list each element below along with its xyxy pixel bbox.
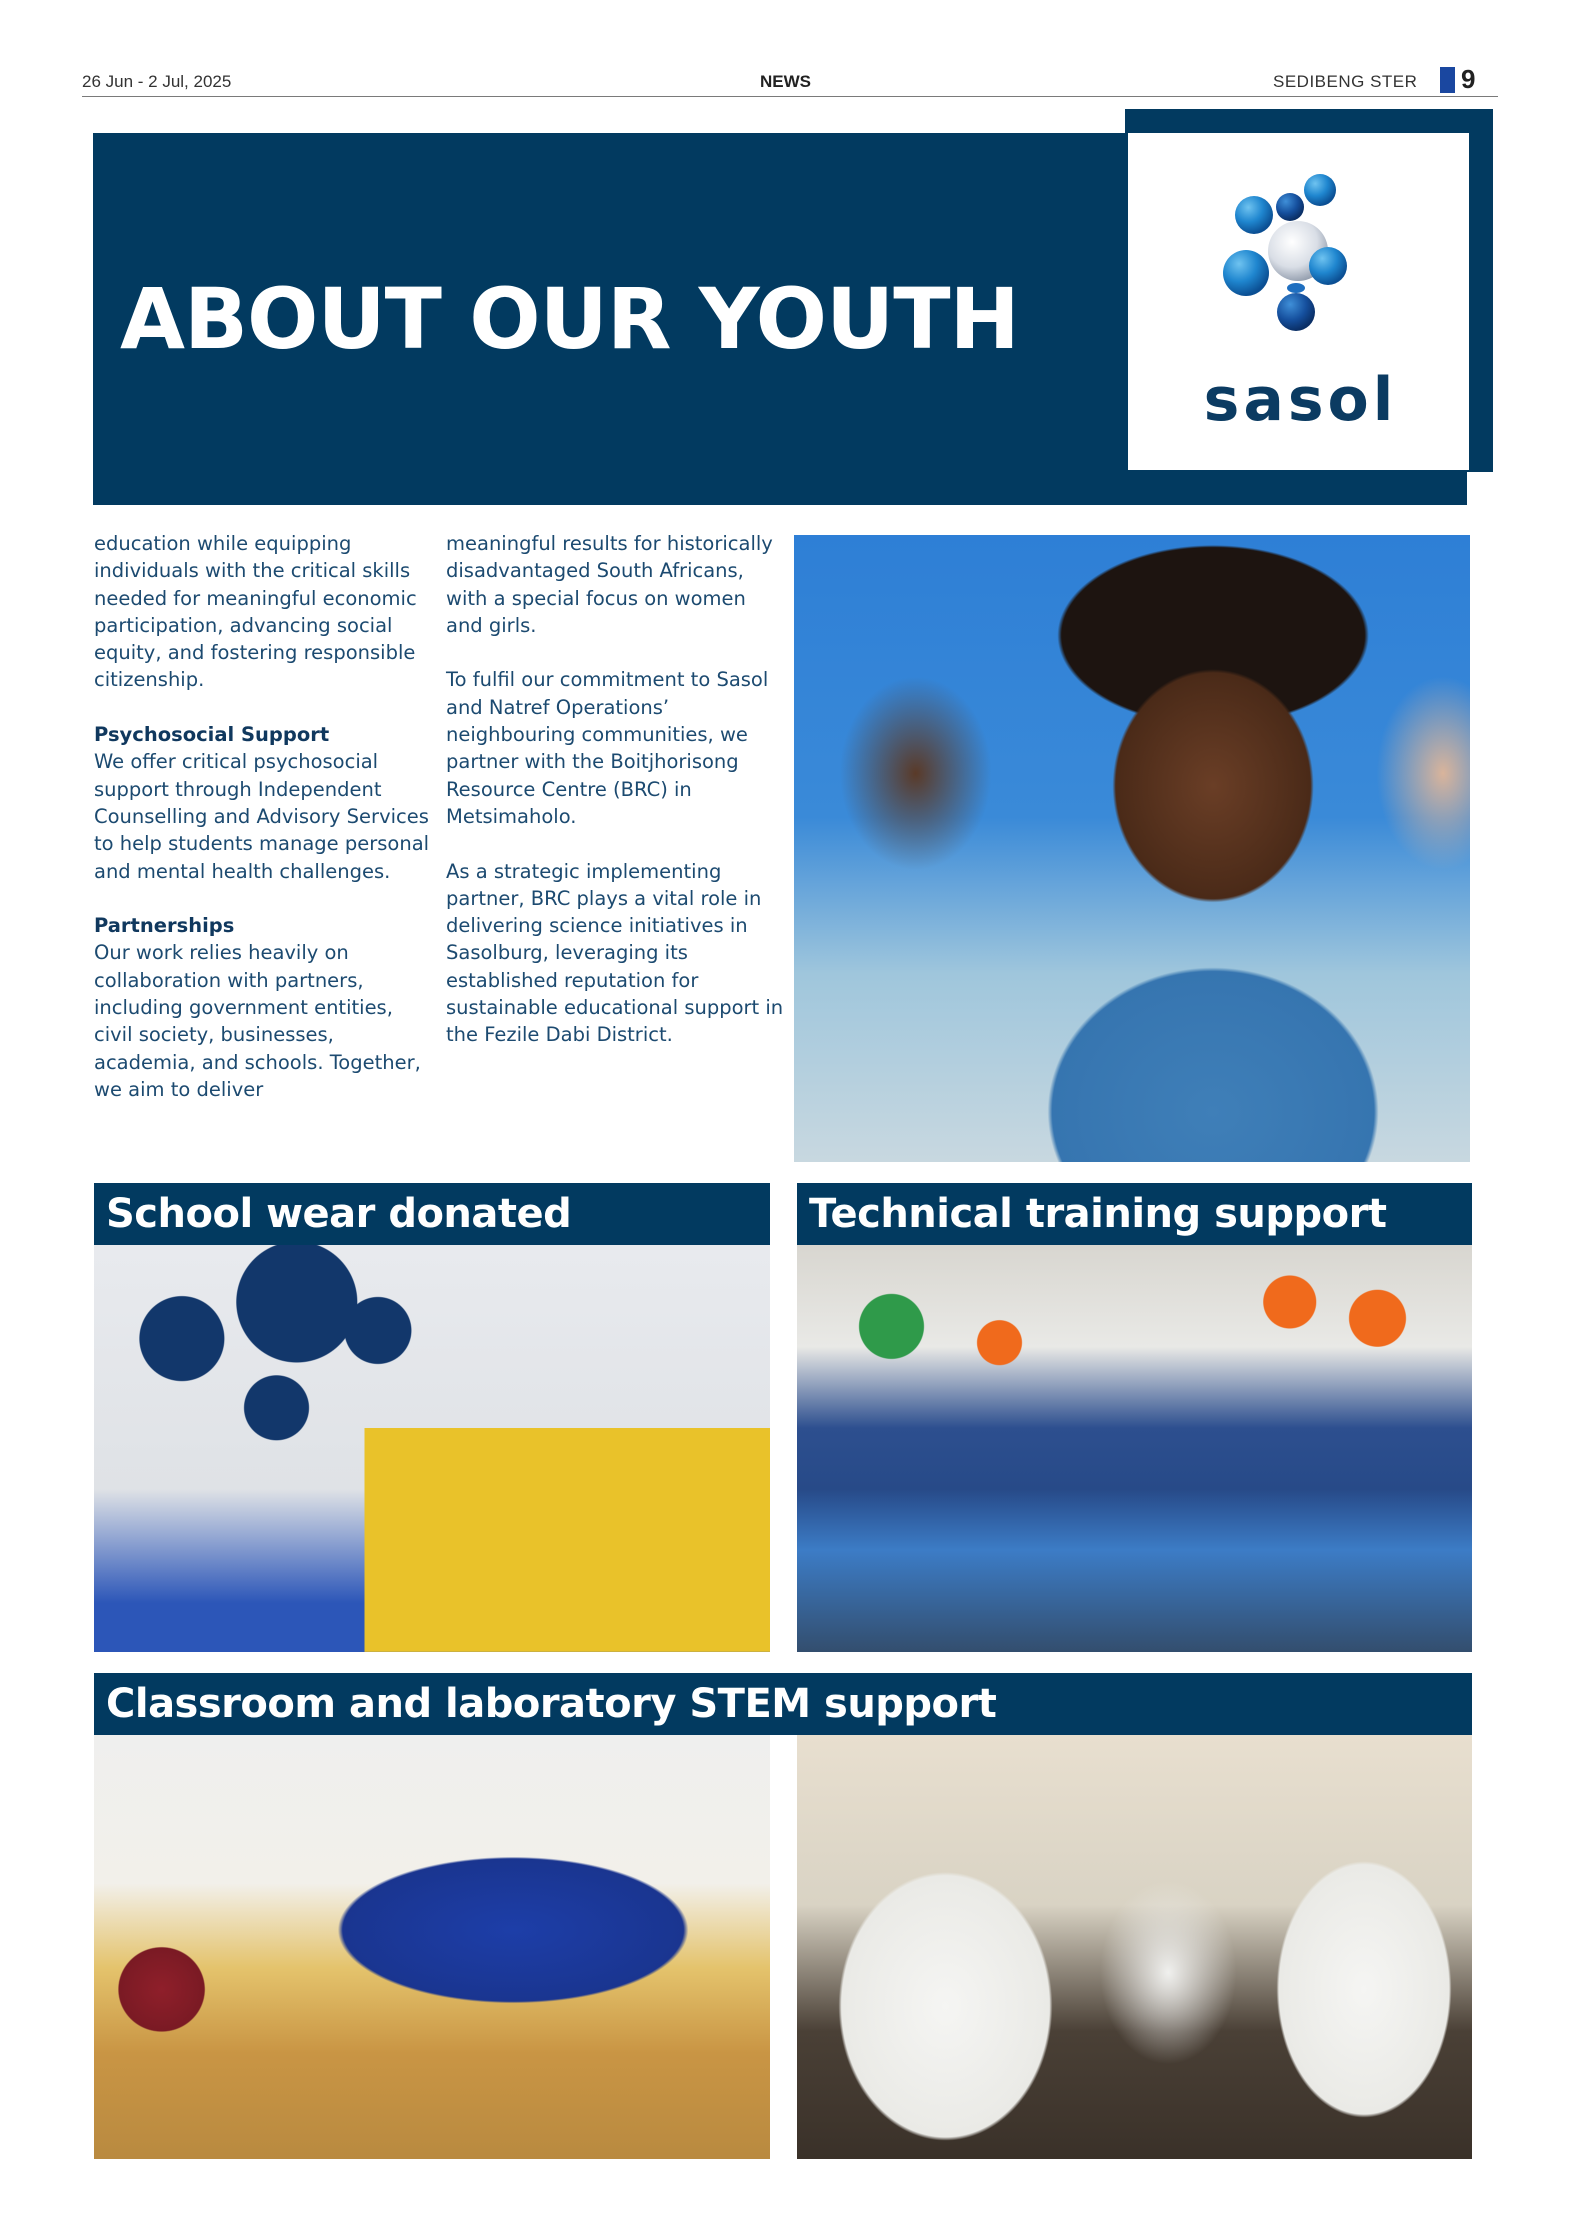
photo-school-shoes xyxy=(94,1245,770,1652)
page-number: 9 xyxy=(1461,64,1476,94)
article-column-1 xyxy=(94,530,434,1131)
publication-name: SEDIBENG STER xyxy=(1273,72,1418,91)
header-divider xyxy=(82,96,1498,97)
section-title: Classroom and laboratory STEM support xyxy=(106,1681,997,1727)
issue-date: 26 Jun - 2 Jul, 2025 xyxy=(82,72,232,91)
brc-paragraph: As a strategic implementing partner, BRC plays a vital role in delivering science initiatives in Sasolburg, leveraging its established reputation for sustainable educational support in the Fezile Dabi District. xyxy=(446,859,784,1047)
intro-paragraph: education while equipping individuals with the critical skills needed for meaningful economic participation, advancing social equity, and fostering responsible citizenship. xyxy=(94,532,417,692)
page-title: ABOUT OUR YOUTH xyxy=(120,270,1019,368)
partnerships-paragraph: Our work relies heavily on collaboration with partners, including government entities, civil society, businesses, academia, and schools. Together, we aim to deliver xyxy=(94,941,421,1101)
results-paragraph: meaningful results for historically disadvantaged South Africans, with a special focus on women and girls. xyxy=(446,532,773,637)
photo-technical-training xyxy=(797,1245,1472,1652)
sasol-wordmark: sasol xyxy=(1203,365,1398,435)
photo-caption xyxy=(807,1630,1115,1644)
section-title: Technical training support xyxy=(809,1191,1387,1237)
section-title: School wear donated xyxy=(106,1191,572,1237)
section-header-stem-support xyxy=(94,1673,1472,1735)
photo-caption xyxy=(104,2137,390,2151)
photo-laboratory xyxy=(797,1735,1472,2159)
heading-partnerships: Partnerships xyxy=(94,914,235,938)
hero-photo-smiling-girl xyxy=(794,535,1470,1162)
article-column-2 xyxy=(446,530,786,1076)
photo-caption xyxy=(804,1140,1100,1154)
photo-caption xyxy=(104,1630,454,1644)
section-label: NEWS xyxy=(760,72,811,91)
photo-caption xyxy=(807,2137,1127,2151)
commitment-paragraph: To fulfil our commitment to Sasol and Natref Operations’ neighbouring communities, we partner with the Boitjhorisong Resource Centre (BRC) in Metsimaholo. xyxy=(446,668,769,828)
molecule-logo-icon xyxy=(1128,133,1469,363)
section-header-school-wear xyxy=(94,1183,770,1245)
psychosocial-paragraph: We offer critical psychosocial support through Independent Counselling and Advisory Services to help students manage personal and mental health challenges. xyxy=(94,750,430,883)
photo-classroom xyxy=(94,1735,770,2159)
section-header-technical-training xyxy=(797,1183,1472,1245)
page-marker-block xyxy=(1440,67,1455,93)
heading-psychosocial-support: Psychosocial Support xyxy=(94,723,330,747)
